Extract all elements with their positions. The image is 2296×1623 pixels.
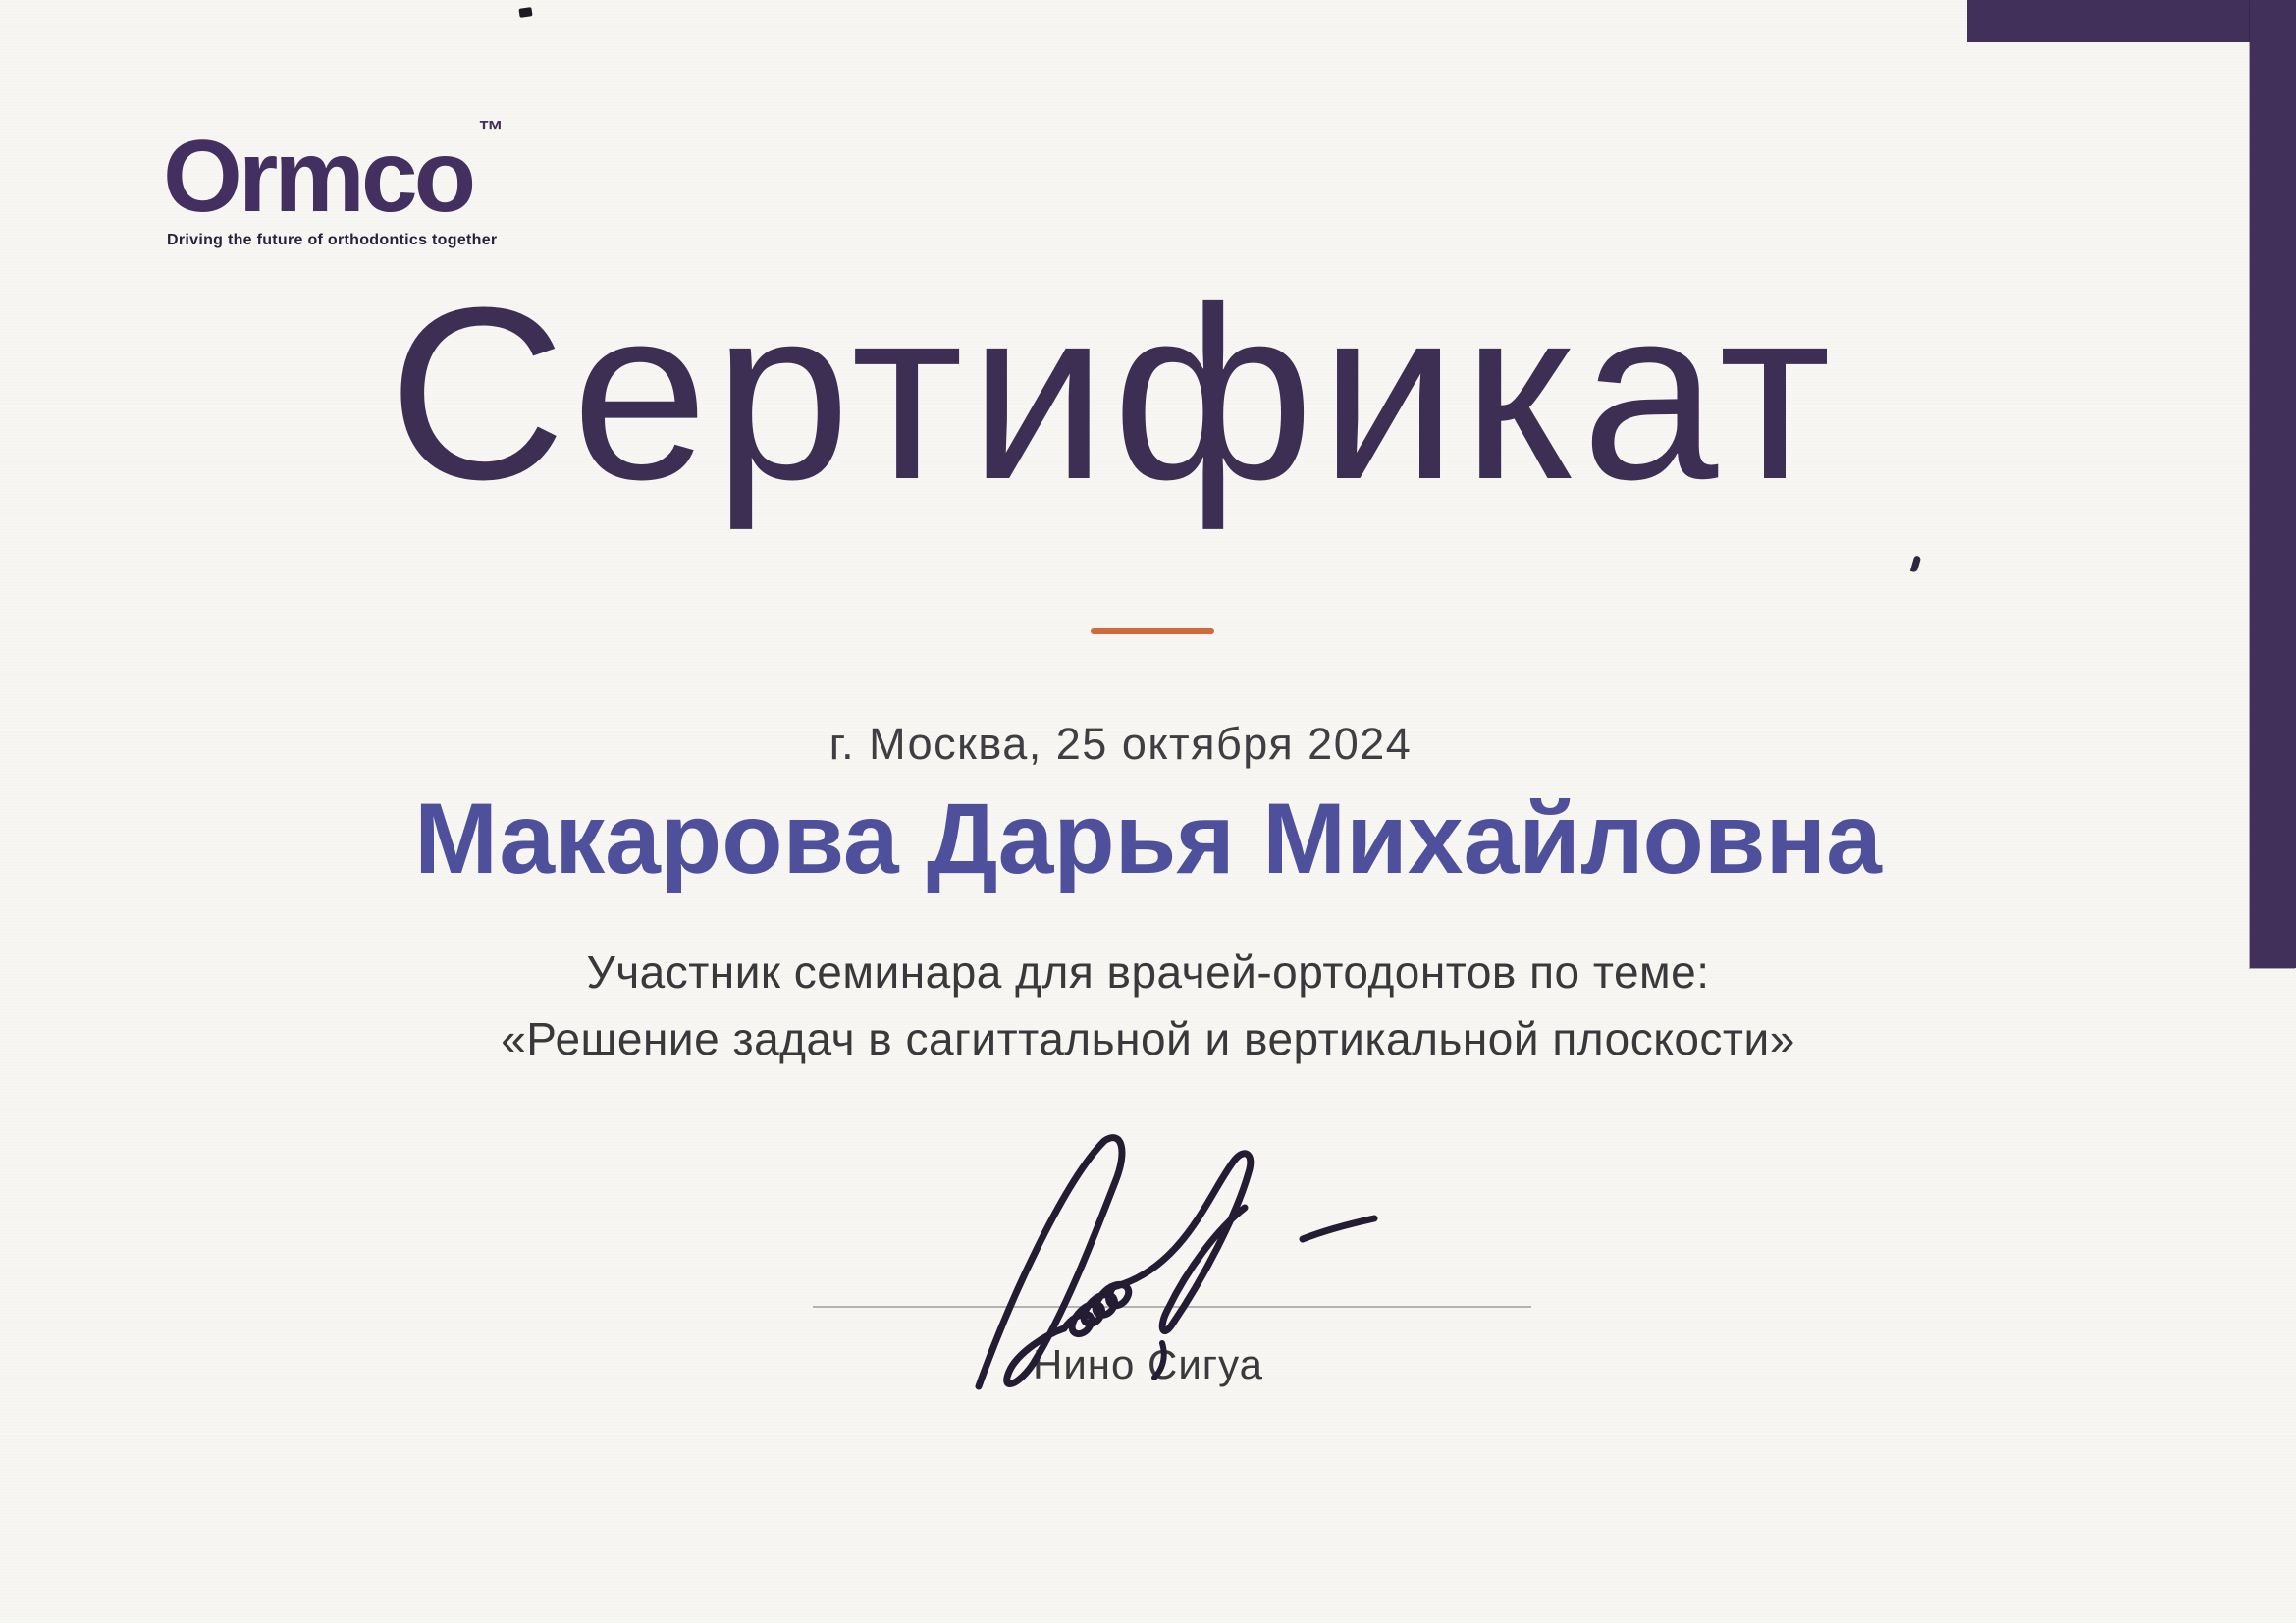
description-line-1: Участник семинара для врачей-ортодонтов по теме: (586, 947, 1710, 998)
description-line-2: «Решение задач в сагиттальной и вертикальной плоскости» (501, 1013, 1795, 1064)
title-divider (1091, 628, 1214, 634)
scan-speck (1910, 555, 1921, 572)
corner-decor-top-bar (1967, 0, 2296, 42)
signer-name: Нино Сигуа (1032, 1341, 1263, 1387)
trademark-symbol: ™ (478, 115, 505, 145)
ormco-logo (163, 115, 505, 234)
seminar-description (0, 939, 2296, 1072)
brand-tagline: Driving the future of orthodontics together (167, 232, 498, 248)
certificate-title: Сертификат (388, 256, 1838, 530)
scan-speck (518, 7, 532, 18)
place-and-date: г. Москва, 25 октября 2024 (828, 719, 1413, 769)
ormco-logo-text: Ormco (163, 120, 473, 234)
signature (957, 1119, 1389, 1404)
recipient-name: Макарова Дарья Михайловна (414, 783, 1882, 894)
